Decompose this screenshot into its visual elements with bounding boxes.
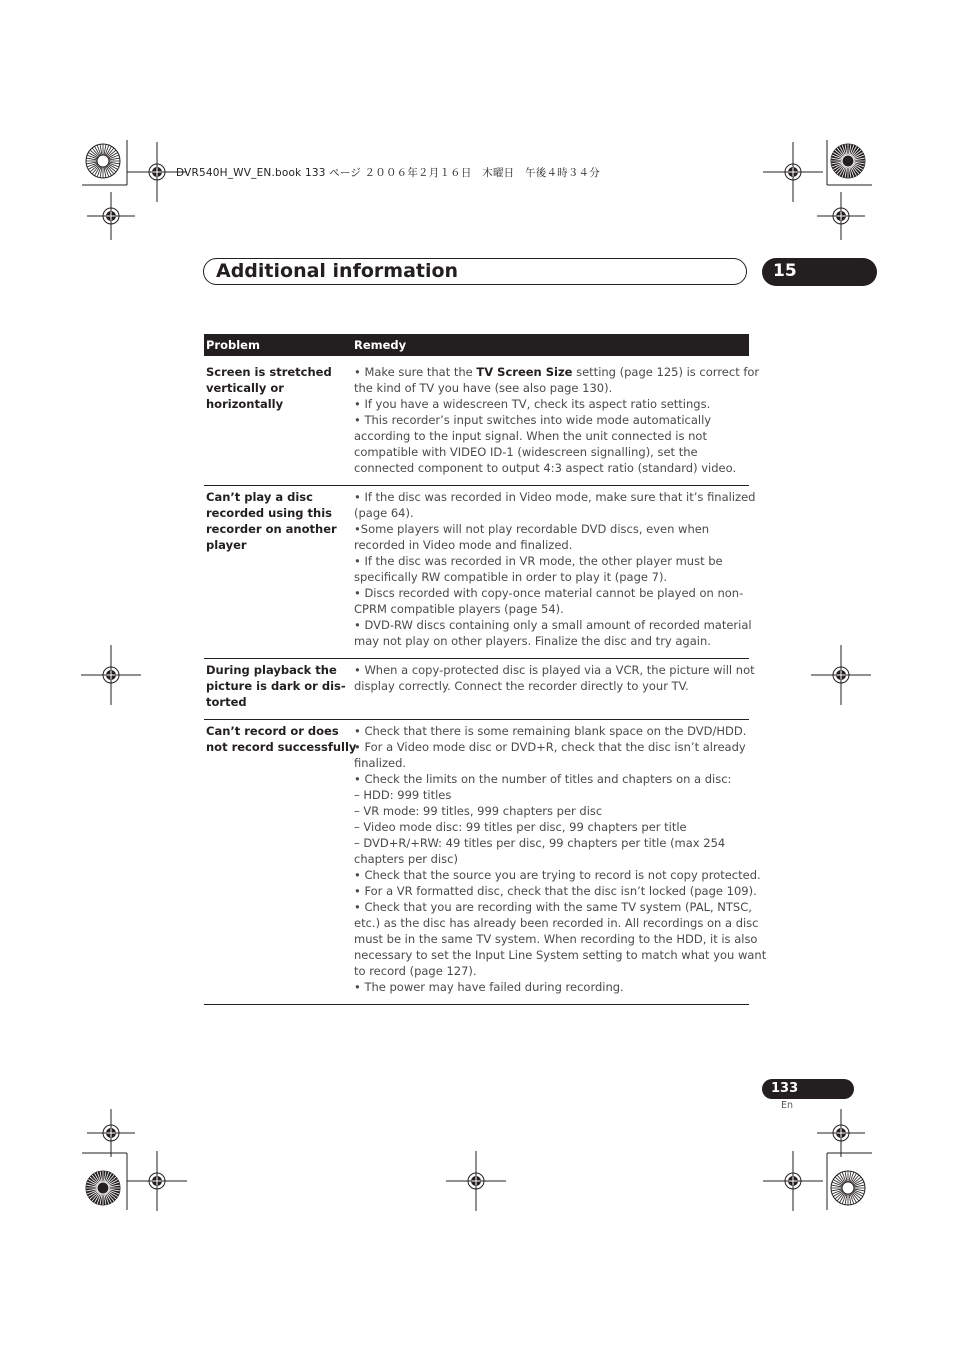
remedy-line: – VR mode: 99 titles, 999 chapters per disc — [354, 804, 603, 818]
crosshair-target-icon — [811, 645, 871, 705]
problem-cell — [204, 720, 357, 1005]
remedy-line: – HDD: 999 titles — [354, 788, 452, 802]
remedy-line: connected component to output 4:3 aspect ratio (standard) video. — [354, 461, 737, 475]
star-target-icon — [831, 1171, 865, 1205]
remedy-line: • This recorder’s input switches into wide mode automatically — [354, 413, 712, 427]
crosshair-target-icon — [87, 192, 135, 240]
problem-line: Screen is stretched — [206, 365, 332, 379]
crosshair-target-icon — [763, 142, 823, 202]
problem-line: recorder on another — [206, 522, 337, 536]
remedy-line: may not play on other players. Finalize the disc and try again. — [354, 634, 711, 648]
table-row — [204, 659, 749, 720]
crosshair-target-icon — [127, 1151, 187, 1211]
remedy-line: • If the disc was recorded in Video mode, make sure that it’s finalized — [354, 490, 756, 504]
remedy-line: • If you have a widescreen TV, check its aspect ratio settings. — [354, 397, 711, 411]
star-target-icon — [831, 144, 865, 178]
remedy-line: • For a VR formatted disc, check that the disc isn’t locked (page 109). — [354, 884, 757, 898]
remedy-line: • DVD-RW discs containing only a small amount of recorded material — [354, 618, 752, 632]
problem-line: picture is dark or dis- — [206, 679, 346, 693]
book-file-header: DVR540H_WV_EN.book 133 ページ ２００６年２月１６日 木曜日 午後４時３４分 — [176, 167, 600, 179]
problem-line: Can’t play a disc — [206, 490, 313, 504]
star-target-icon — [86, 1171, 120, 1205]
setting-name: TV Screen Size — [476, 365, 573, 379]
table-row — [204, 486, 749, 659]
remedy-line: – Video mode disc: 99 titles per disc, 99 chapters per title — [354, 820, 687, 834]
problem-line: During playback the — [206, 663, 337, 677]
remedy-line: necessary to set the Input Line System setting to match what you want — [354, 948, 767, 962]
remedy-line: finalized. — [354, 756, 407, 770]
problem-line: recorded using this — [206, 506, 332, 520]
remedy-line: recorded in Video mode and finalized. — [354, 538, 573, 552]
page-number: 133 — [771, 1081, 799, 1096]
problem-line: torted — [206, 695, 247, 709]
remedy-text-part: • Make sure that the — [354, 365, 477, 379]
crosshair-target-icon — [81, 645, 141, 705]
problem-cell — [204, 659, 352, 720]
problem-cell — [204, 356, 352, 486]
remedy-column-header: Remedy — [352, 334, 749, 356]
remedy-line: • If the disc was recorded in VR mode, the other player must be — [354, 554, 723, 568]
remedy-line: CPRM compatible players (page 54). — [354, 602, 564, 616]
remedy-cell — [352, 356, 760, 486]
table-row — [204, 720, 749, 1005]
remedy-line: • Check the limits on the number of titles and chapters on a disc: — [354, 772, 732, 786]
remedy-line: the kind of TV you have (see also page 130). — [354, 381, 613, 395]
remedy-line: must be in the same TV system. When recording to the HDD, it is also — [354, 932, 758, 946]
remedy-line: compatible with VIDEO ID-1 (widescreen signalling), set the — [354, 445, 698, 459]
crosshair-target-icon — [446, 1151, 506, 1211]
remedy-text-part: setting (page 125) is correct for — [572, 365, 760, 379]
remedy-line: • When a copy-protected disc is played via a VCR, the picture will not — [354, 663, 755, 677]
remedy-line: display correctly. Connect the recorder directly to your TV. — [354, 679, 689, 693]
remedy-line: specifically RW compatible in order to play it (page 7). — [354, 570, 668, 584]
remedy-cell — [352, 486, 756, 659]
remedy-line: according to the input signal. When the unit connected is not — [354, 429, 707, 443]
crosshair-target-icon — [763, 1151, 823, 1211]
remedy-line: to record (page 127). — [354, 964, 477, 978]
problem-line: vertically or — [206, 381, 284, 395]
remedy-line: • Check that there is some remaining blank space on the DVD/HDD. — [354, 724, 747, 738]
table-row — [204, 356, 749, 486]
problem-line: Can’t record or does — [206, 724, 339, 738]
crosshair-target-icon — [817, 192, 865, 240]
remedy-line: •Some players will not play recordable DVD discs, even when — [354, 522, 710, 536]
remedy-line: • For a Video mode disc or DVD+R, check that the disc isn’t already — [354, 740, 746, 754]
problem-column-header: Problem — [204, 334, 352, 356]
remedy-line: • Check that you are recording with the same TV system (PAL, NTSC, — [354, 900, 752, 914]
chapter-title: Additional information — [216, 260, 459, 282]
remedy-line: etc.) as the disc has already been recorded in. All recordings on a disc — [354, 916, 759, 930]
remedy-line: • Discs recorded with copy-once material cannot be played on non- — [354, 586, 744, 600]
remedy-line: – DVD+R/+RW: 49 titles per disc, 99 chapters per title (max 254 — [354, 836, 726, 850]
crosshair-target-icon — [87, 1109, 135, 1157]
remedy-line: • The power may have failed during recording. — [354, 980, 624, 994]
problem-cell — [204, 486, 352, 659]
remedy-line — [354, 364, 760, 380]
problem-line: player — [206, 538, 247, 552]
troubleshooting-table — [204, 334, 767, 1005]
remedy-cell — [352, 659, 755, 720]
remedy-line: chapters per disc) — [354, 852, 458, 866]
problem-line: not record successfully — [206, 740, 357, 754]
remedy-line: (page 64). — [354, 506, 414, 520]
star-target-icon — [86, 144, 120, 178]
crosshair-target-icon — [817, 1109, 865, 1157]
chapter-number: 15 — [773, 261, 797, 281]
page-language: En — [781, 1100, 794, 1111]
problem-line: horizontally — [206, 397, 284, 411]
remedy-cell — [352, 720, 767, 1005]
table-header-row — [204, 334, 749, 356]
remedy-line: • Check that the source you are trying to record is not copy protected. — [354, 868, 761, 882]
